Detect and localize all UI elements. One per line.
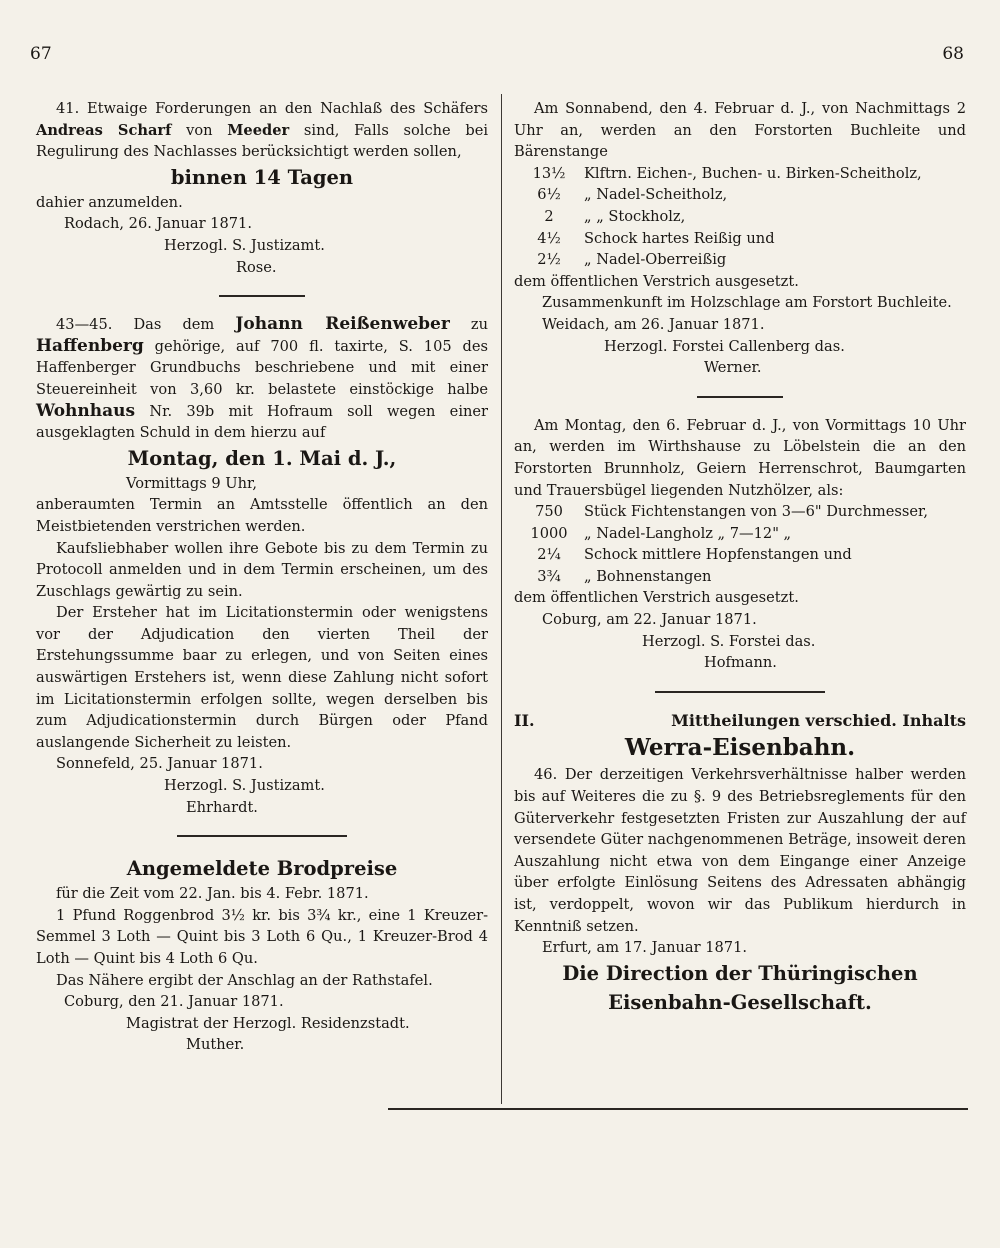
- item-description: „ „ Stockholz,: [584, 207, 686, 225]
- notice-date: Erfurt, am 17. Januar 1871.: [542, 939, 748, 957]
- wood-list: [514, 501, 966, 587]
- notice-43: [36, 314, 488, 444]
- notice-text: gehörige, auf 700 fl. taxirte, S. 105 des Haffenberger Grundbuchs beschriebene und mit einer Steuereinheit von 3,60 kr. belastete einstöckige halbe: [36, 337, 488, 398]
- item-description: „ Nadel-Oberreißig: [584, 251, 727, 269]
- notice-date: Sonnefeld, 25. Januar 1871.: [56, 755, 263, 773]
- list-item: [514, 228, 966, 250]
- page-number-left: 67: [30, 44, 52, 64]
- item-quantity: 1000: [530, 524, 568, 542]
- page-number-right: 68: [942, 44, 964, 64]
- item-quantity: 2: [544, 207, 554, 225]
- notice-signer: Die Direction der Thüringischen: [562, 961, 918, 985]
- list-item: [514, 523, 966, 545]
- notice-46: 46. Der derzeitigen Verkehrsverhältnisse halber werden bis auf Weiteres die zu §. 9 des Betriebsreglements für den Güterverkehr festgesetzten Fristen zur Auszahlung der auf versendete Güter nachgenommenen Beträge, insoweit deren Auszahlung nicht etwa von dem Eingange einer Anzeige über erfolgte Einlösung Seitens des Adressaten abhängig ist, verdoppelt, wovon wir das Publikum hierdurch in Kenntniß setzen.: [514, 766, 966, 935]
- notice-text: 43—45. Das dem: [56, 316, 215, 334]
- notice-date: Coburg, am 22. Januar 1871.: [542, 611, 757, 629]
- brod-heading: Angemeldete Brodpreise: [126, 857, 398, 881]
- notice-text: anberaumten Termin an Amtsstelle öffentlich an den Meistbietenden verstrichen werden.: [36, 496, 488, 535]
- item-quantity: 6½: [537, 186, 561, 204]
- list-item: [514, 501, 966, 523]
- item-description: Schock mittlere Hopfenstangen und: [584, 546, 852, 564]
- separator-rule: [655, 691, 825, 693]
- item-description: Stück Fichtenstangen von 3—6" Durchmesser,: [584, 503, 928, 521]
- brod-text: 1 Pfund Roggenbrod 3½ kr. bis 3¾ kr., eine 1 Kreuzer-Semmel 3 Loth — Quint bis 3 Loth 6 Qu., 1 Kreuzer-Brod 4 Loth — Quint bis 4 Loth 6 Qu.: [36, 906, 488, 967]
- notice-montag: Am Montag, den 6. Februar d. J., von Vormittags 10 Uhr an, werden im Wirthshause zu Löbelstein die an den Forstorten Brunnholz, Geiern Herrenschrot, Baumgarten und Trauersbügel liegenden Nutzhölzer, als:: [514, 416, 966, 499]
- notice-text: zu: [470, 316, 488, 334]
- section-title: Mittheilungen verschied. Inhalts: [671, 710, 966, 730]
- item-quantity: 750: [535, 503, 563, 521]
- column-divider: [501, 94, 502, 1104]
- item-quantity: 2¼: [537, 546, 561, 564]
- notice-text: sind, Falls solche bei Regulirung des Nachlasses berücksichtigt werden sollen,: [36, 121, 489, 161]
- notice-signer: Rose.: [236, 258, 277, 276]
- notice-date: Coburg, den 21. Januar 1871.: [64, 993, 284, 1011]
- notice-text: Nr. 39b mit Hofraum soll wegen einer ausgeklagten Schuld in dem hierzu auf: [36, 402, 488, 442]
- wood-list: [514, 163, 966, 271]
- notice-sonnabend: Am Sonnabend, den 4. Februar d. J., von Nachmittags 2 Uhr an, werden an den Forstorten Buchleite und Bärenstange: [514, 100, 966, 161]
- separator-rule: [219, 295, 305, 297]
- notice-date: Weidach, am 26. Januar 1871.: [542, 315, 765, 333]
- notice-41: [36, 98, 488, 163]
- list-item: [514, 566, 966, 588]
- separator-rule: [177, 835, 347, 837]
- notice-signer: Werner.: [704, 359, 762, 377]
- page-bottom-rule: [388, 1108, 968, 1110]
- notice-authority: Herzogl. Forstei Callenberg das.: [604, 337, 845, 355]
- brod-text: Das Nähere ergibt der Anschlag an der Rathstafel.: [56, 971, 433, 989]
- item-description: „ Bohnenstangen: [584, 567, 712, 585]
- notice-signer: Ehrhardt.: [186, 798, 258, 816]
- item-description: „ Nadel-Langholz „ 7—12" „: [584, 524, 792, 542]
- list-item: [514, 249, 966, 271]
- person-name: Andreas Scharf: [36, 121, 172, 139]
- auction-time: Vormittags 9 Uhr,: [126, 474, 258, 492]
- notice-authority: Magistrat der Herzogl. Residenzstadt.: [126, 1014, 410, 1032]
- notice-signer: Eisenbahn-Gesellschaft.: [608, 990, 872, 1014]
- list-item: [514, 544, 966, 566]
- left-column: [36, 98, 488, 1056]
- section-numeral: II.: [514, 710, 535, 730]
- notice-authority: Herzogl. S. Justizamt.: [164, 777, 325, 795]
- notice-text: von: [186, 121, 213, 139]
- item-quantity: 3¾: [537, 567, 561, 585]
- notice-text: Der Ersteher hat im Licitationstermin oder wenigstens vor der Adjudication den vierten Theil der Erstehungssumme baar zu erlegen, und von Seiten eines auswärtigen Erstehers ist, wenn diese Zahlung nicht sofort im Licitationstermin erfolgen sollte, wegen derselben bis zum Adjudicationstermin durch Bürgen oder Pfand auslangende Sicherheit zu leisten.: [36, 604, 488, 751]
- item-quantity: 4½: [537, 229, 561, 247]
- list-item: [514, 206, 966, 228]
- notice-signer: Hofmann.: [704, 654, 777, 672]
- section-header: [514, 710, 966, 732]
- object-name: Wohnhaus: [36, 400, 136, 421]
- railway-heading: Werra-Eisenbahn.: [624, 734, 856, 762]
- item-quantity: 2½: [537, 251, 561, 269]
- place-name: Haffenberg: [36, 335, 144, 356]
- notice-text: dem öffentlichen Verstrich ausgesetzt.: [514, 589, 799, 607]
- notice-text: Zusammenkunft im Holzschlage am Forstort Buchleite.: [542, 294, 952, 312]
- item-quantity: 13½: [532, 164, 566, 182]
- notice-text: dem öffentlichen Verstrich ausgesetzt.: [514, 272, 799, 290]
- right-column: [514, 98, 966, 1017]
- deadline-heading: binnen 14 Tagen: [170, 165, 354, 189]
- item-description: Schock hartes Reißig und: [584, 229, 775, 247]
- notice-text: 41. Etwaige Forderungen an den Nachlaß des Schäfers: [56, 100, 488, 117]
- item-description: Klftrn. Eichen-, Buchen- u. Birken-Scheitholz,: [584, 164, 922, 182]
- list-item: [514, 184, 966, 206]
- notice-signer: Muther.: [186, 1036, 245, 1054]
- place-name: Meeder: [227, 121, 290, 139]
- auction-date-heading: Montag, den 1. Mai d. J.,: [127, 446, 397, 470]
- notice-authority: Herzogl. S. Justizamt.: [164, 236, 325, 254]
- brod-period: für die Zeit vom 22. Jan. bis 4. Febr. 1871.: [56, 885, 369, 903]
- separator-rule: [697, 396, 783, 398]
- notice-date: Rodach, 26. Januar 1871.: [64, 215, 252, 233]
- list-item: [514, 163, 966, 185]
- notice-text: dahier anzumelden.: [36, 193, 183, 211]
- person-name: Johann Reißenweber: [235, 314, 450, 335]
- notice-text: Kaufsliebhaber wollen ihre Gebote bis zu dem Termin zu Protocoll anmelden und in dem Termin erscheinen, um des Zuschlags gewärtig zu sein.: [36, 539, 488, 600]
- notice-authority: Herzogl. S. Forstei das.: [642, 632, 816, 650]
- item-description: „ Nadel-Scheitholz,: [584, 186, 728, 204]
